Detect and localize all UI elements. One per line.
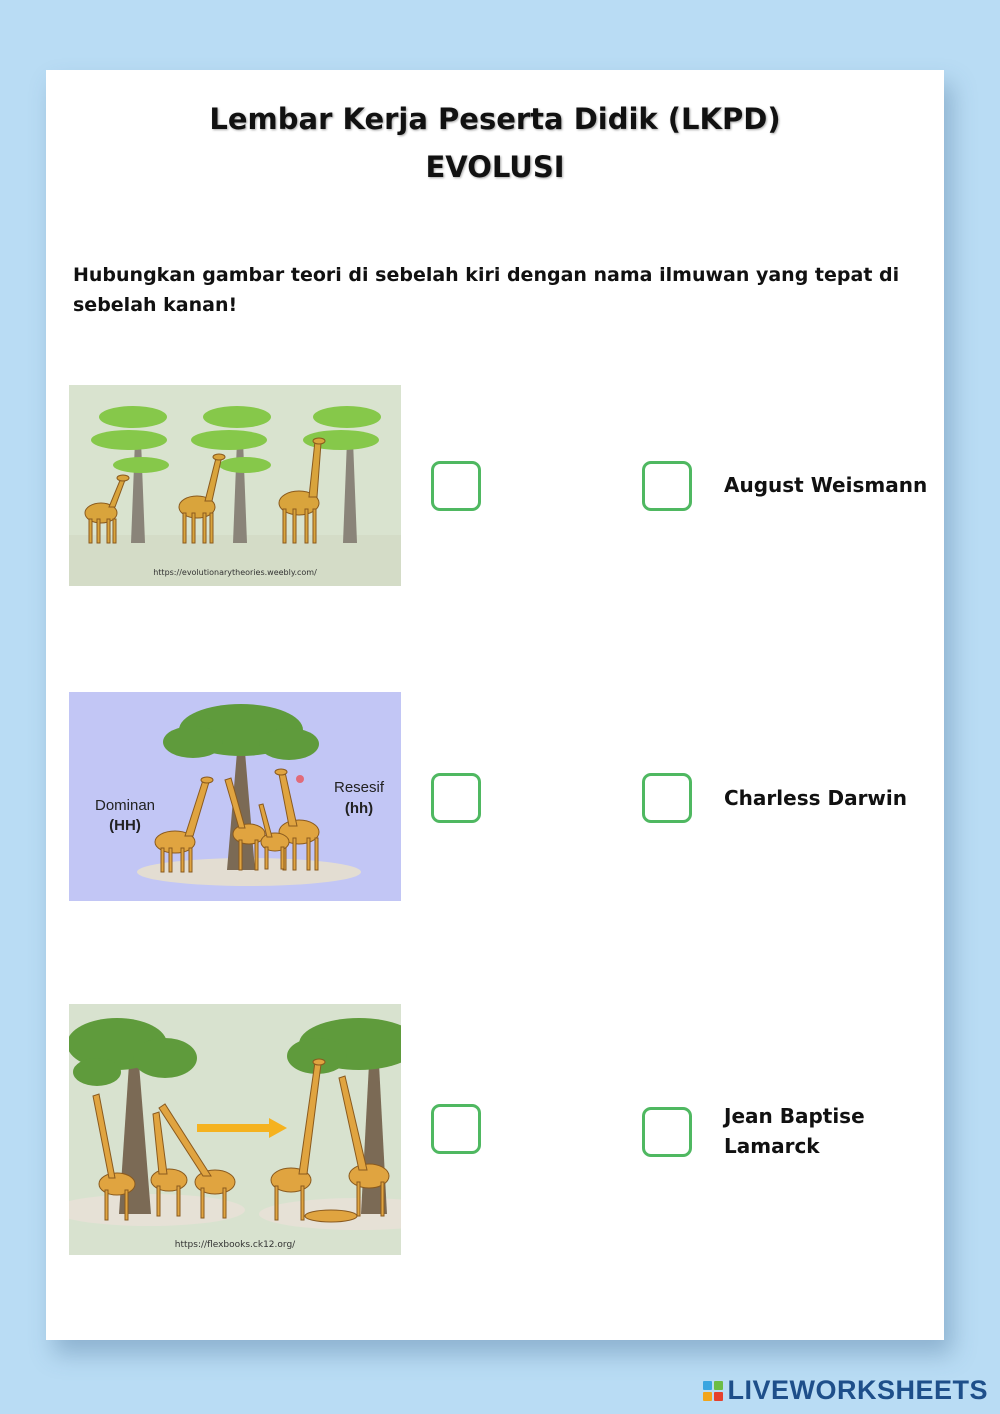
image-caption-1: https://evolutionarytheories.weebly.com/ bbox=[153, 568, 317, 577]
theory-image-2 bbox=[69, 692, 401, 901]
brand-text: LIVEWORKSHEETS bbox=[727, 1375, 988, 1405]
liveworksheets-brand[interactable] bbox=[703, 1375, 988, 1406]
worksheet-title: Lembar Kerja Peserta Didik (LKPD) bbox=[209, 102, 781, 136]
scientist-name-3 bbox=[724, 1101, 934, 1161]
instruction-text: Hubungkan gambar teori di sebelah kiri dengan nama ilmuwan yang tepat di sebelah kanan! bbox=[73, 264, 900, 316]
scientist-name-1-line1: August Weismann bbox=[724, 473, 928, 497]
giraffe-neck-stretching-illustration bbox=[69, 385, 401, 586]
theory-image-1 bbox=[69, 385, 401, 586]
worksheet-page bbox=[46, 70, 944, 1340]
scientist-3-match-box[interactable] bbox=[642, 1107, 692, 1157]
theory-image-3 bbox=[69, 1004, 401, 1255]
recessive-label: Resesif bbox=[333, 779, 385, 796]
liveworksheets-logo-icon bbox=[703, 1381, 723, 1401]
scientist-name-2 bbox=[724, 783, 934, 813]
dominant-genotype: (HH) bbox=[109, 817, 141, 834]
image-caption-3: https://flexbooks.ck12.org/ bbox=[174, 1240, 296, 1250]
scientist-name-3-line2: Lamarck bbox=[724, 1134, 820, 1158]
image-3-match-box[interactable] bbox=[431, 1104, 481, 1154]
scientist-2-match-box[interactable] bbox=[642, 773, 692, 823]
scientist-name-3-line1: Jean Baptise bbox=[724, 1104, 865, 1128]
image-2-match-box[interactable] bbox=[431, 773, 481, 823]
scientist-1-match-box[interactable] bbox=[642, 461, 692, 511]
giraffe-genetics-illustration bbox=[69, 692, 401, 901]
scientist-name-1 bbox=[724, 470, 934, 500]
dominant-label: Dominan bbox=[94, 797, 156, 814]
giraffe-natural-selection-illustration bbox=[69, 1004, 401, 1255]
worksheet-subtitle: EVOLUSI bbox=[425, 150, 565, 184]
scientist-name-2-line1: Charless Darwin bbox=[724, 786, 907, 810]
image-1-match-box[interactable] bbox=[431, 461, 481, 511]
recessive-genotype: (hh) bbox=[344, 800, 374, 817]
